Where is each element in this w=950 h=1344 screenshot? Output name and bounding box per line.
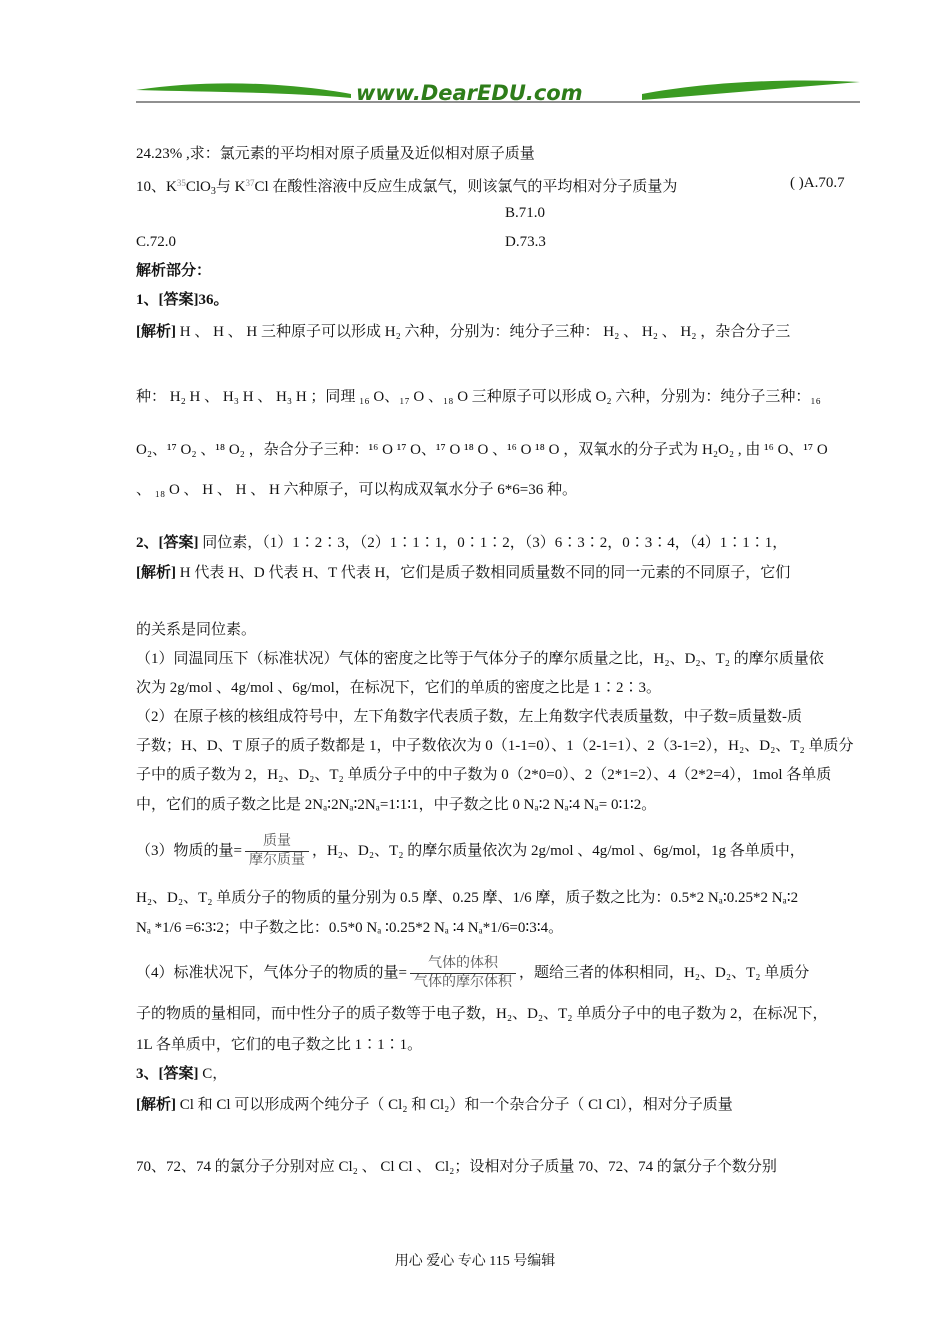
option-a: ( )A.70.7 [790,175,845,191]
q10-text: ClO [185,179,211,195]
paragraph-2d: 中，它们的质子数之比是 2Nₐ∶2Nₐ∶2Nₐ=1∶1∶1，中子数之比 0 Nₐ∶2 Nₐ∶4 Nₐ= 0∶1∶2。 [136,797,657,813]
paragraph-4b: 子的物质的量相同，而中性分子的质子数等于电子数，H₂、D₂、T₂ 单质分子中的电子数为 2，在标况下， [136,1006,828,1022]
fraction-denominator: 摩尔质量 [245,851,309,870]
paragraph-3a [136,833,805,870]
explanation-text: H 、 H 、 H 三种原子可以形成 H₂ 六种，分别为：纯分子三种： H₂ 、 H₂ 、 H₂ ，杂合分子三 [179,324,791,340]
explanation-1-line1 [136,321,790,343]
explanation-3-line2: 70、72、74 的氯分子分别对应 Cl₂ 、 Cl Cl 、 Cl₂；设相对分子质量 70、72、74 的氯分子个数分别 [136,1159,777,1175]
paragraph-3b: H₂、D₂、T₂ 单质分子的物质的量分别为 0.5 摩、0.25 摩、1/6 摩，质子数之比为：0.5*2 Nₐ∶0.25*2 Nₐ∶2 [136,890,799,906]
fraction [245,833,309,870]
paragraph-2b: 子数；H、D、T 原子的质子数都是 1，中子数依次为 0（1-1=0）、1（2-1=1）、2（3-1=2），H₂、D₂、T₂ 单质分 [136,738,854,754]
section-heading: 解析部分： [136,263,212,279]
explanation-3-line1 [136,1094,733,1116]
answer-2 [136,532,787,554]
q10-sup: 37 [245,178,255,188]
question-line: 24.23% ,求：氯元素的平均相对原子质量及近似相对原子质量 [136,146,535,162]
q10-text: 与 K [215,179,246,195]
fraction-numerator: 质量 [262,834,291,849]
paragraph-4c: 1L 各单质中，它们的电子数之比 1∶1∶1。 [136,1037,423,1053]
explanation-1-line2: 种： H₂ H 、 H₃ H 、 H₃ H ；同理 ₁₆ O、₁₇ O 、₁₈ O 三种原子可以形成 O₂ 六种，分别为：纯分子三种：₁₆ [136,389,821,405]
explanation-2-line2: 的关系是同位素。 [136,622,257,638]
q10-sub: 3 [210,186,216,197]
option-b: B.71.0 [505,205,546,221]
site-logo-text: www.DearEDU.com [356,81,583,105]
explanation-label: [解析] [136,324,176,340]
site-logo [136,70,860,110]
question-10 [136,172,677,203]
explanation-text: H 代表 H、D 代表 H、T 代表 H，它们是质子数相同质量数不同的同一元素的不同原子，它们 [176,565,791,581]
answer-label: 3、[答案] [136,1066,199,1082]
paragraph-text: （4）标准状况下，气体分子的物质的量= [136,964,407,981]
q10-text: 10、K [136,179,177,195]
fraction [410,955,516,992]
fraction-numerator: 气体的体积 [427,956,498,971]
paragraph-3c: Nₐ *1/6 =6∶3∶2；中子数之比：0.5*0 Nₐ ∶0.25*2 Nₐ ∶4 Nₐ*1/6=0∶3∶4。 [136,920,564,936]
option-c: C.72.0 [136,234,177,250]
answer-1: 1、[答案]36。 [136,292,229,308]
answer-3 [136,1063,227,1085]
paragraph-text: ，题给三者的体积相同，H₂、D₂、T₂ 单质分 [518,964,810,981]
paragraph-4a [136,955,809,992]
explanation-label: [解析] [136,1097,176,1113]
q10-sup: 35 [176,178,186,188]
paragraph-1b: 次为 2g/mol 、4g/mol 、6g/mol，在标况下，它们的单质的密度之比是 1∶2∶3。 [136,680,662,696]
fraction-denominator: 气体的摩尔体积 [410,973,516,992]
header-banner [136,70,860,110]
paragraph-text: ，H₂、D₂、T₂ 的摩尔质量依次为 2g/mol 、4g/mol 、6g/mol，1g 各单质中， [311,842,805,859]
q10-text: Cl 在酸性溶液中反应生成氯气，则该氯气的平均相对分子质量为 [254,179,678,195]
answer-text: C， [198,1066,228,1082]
explanation-label: [解析] [136,565,176,581]
paragraph-1a: （1）同温同压下（标准状况）气体的密度之比等于气体分子的摩尔质量之比，H₂、D₂、T₂ 的摩尔质量依 [136,651,824,667]
paragraph-2c: 子中的质子数为 2，H₂、D₂、T₂ 单质分子中的中子数为 0（2*0=0）、2（2*1=2）、4（2*2=4），1mol 各单质 [136,767,832,783]
explanation-text: Cl 和 Cl 可以形成两个纯分子（ Cl₂ 和 Cl₂）和一个杂合分子（ Cl Cl），相对分子质量 [176,1097,733,1113]
explanation-2-line1 [136,562,790,584]
paragraph-text: （3）物质的量= [136,842,242,859]
answer-label: 2、[答案] [136,535,199,551]
explanation-1-line4: 、 ₁₈ O 、 H 、 H 、 H 六种原子，可以构成双氧水分子 6*6=36 种。 [136,482,578,498]
answer-text: 同位素，（1）1∶2∶3，（2）1∶1∶1，0∶1∶2，（3）6∶3∶2，0∶3∶4，（4）1∶1∶1， [198,535,788,551]
paragraph-2a: （2）在原子核的核组成符号中，左下角数字代表质子数，左上角数字代表质量数，中子数=质量数-质 [136,709,802,725]
explanation-1-line3: O₂、¹⁷ O₂ 、¹⁸ O₂ ，杂合分子三种：¹⁶ O ¹⁷ O、¹⁷ O ¹⁸ O 、¹⁶ O ¹⁸ O ，双氧水的分子式为 H₂O₂ , 由 ¹⁶ O、¹⁷ O [136,442,828,458]
option-d: D.73.3 [505,234,546,250]
page-footer: 用心 爱心 专心 115 号编辑 [394,1254,556,1269]
